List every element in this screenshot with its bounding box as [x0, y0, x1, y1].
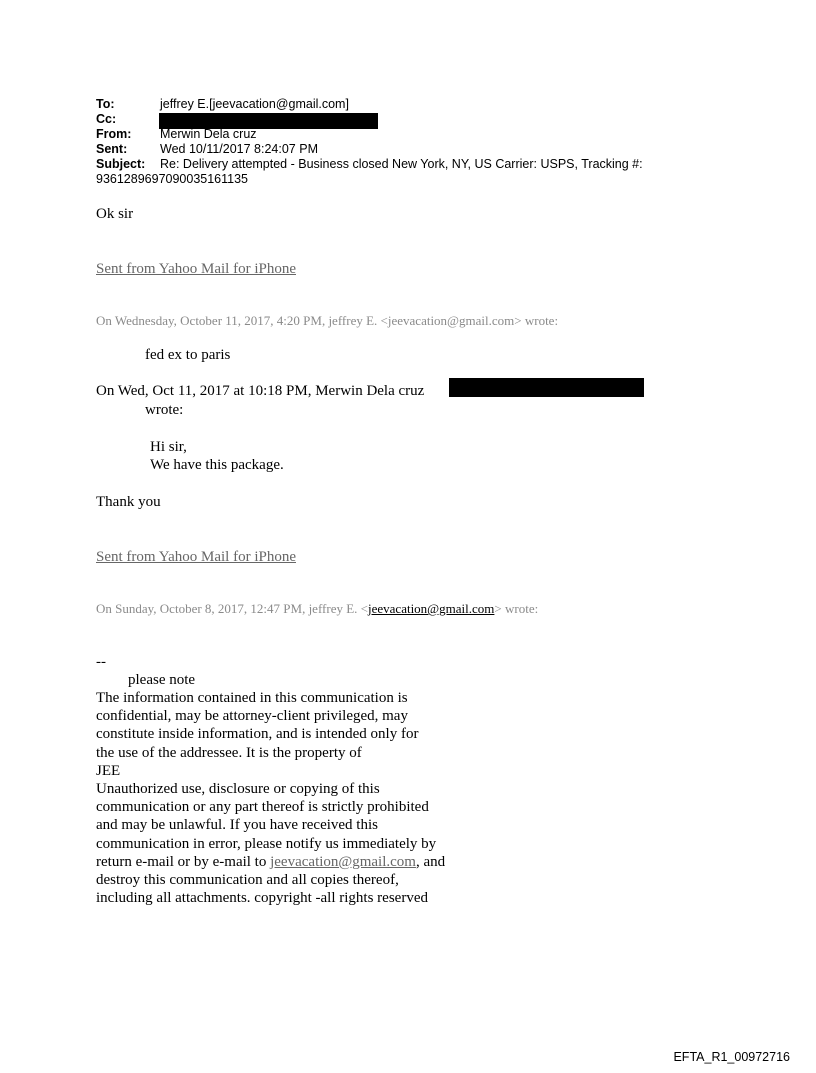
quote-header-2-line2: wrote:: [145, 402, 184, 418]
disclaimer-line: The information contained in this communication is: [96, 690, 408, 706]
disclaimer-email-link[interactable]: jeevacation@gmail.com: [270, 853, 416, 870]
disclaimer-line: constitute inside information, and is intended only for: [96, 726, 419, 743]
subject-label: Subject:: [96, 157, 146, 171]
disclaimer-line: and may be unlawful. If you have received this: [96, 817, 378, 834]
signature-separator: --: [96, 654, 106, 670]
quote-header-2-line1: On Wed, Oct 11, 2017 at 10:18 PM, Merwin Dela cruz: [96, 383, 425, 399]
quote-header-3-suffix: > wrote:: [494, 601, 539, 616]
disclaimer-return-line: [96, 853, 445, 871]
quote-text-1: fed ex to paris: [145, 347, 231, 363]
disclaimer-line: communication or any part thereof is strictly prohibited: [96, 799, 429, 816]
disclaimer-line: destroy this communication and all copies thereof,: [96, 872, 399, 889]
disclaimer-line: communication in error, please notify us immediately by: [96, 835, 437, 852]
disclaimer-line: confidential, may be attorney-client privileged, may: [96, 708, 408, 725]
disclaimer-body: [96, 689, 445, 907]
quote-header-3-email-link[interactable]: jeevacation@gmail.com: [368, 601, 495, 616]
document-id: EFTA_R1_00972716: [673, 1050, 790, 1064]
quote-header-3: [96, 601, 538, 617]
quote-text-2-line1: Hi sir,: [150, 439, 187, 455]
subject-row: [96, 157, 643, 172]
disclaimer-line: the use of the addressee. It is the property of: [96, 744, 362, 761]
reply-text: Ok sir: [96, 206, 134, 222]
subject-value-continued: 9361289697090035161135: [96, 172, 249, 186]
quote-header-1: On Wednesday, October 11, 2017, 4:20 PM, jeffrey E. <jeevacation@gmail.com> wrote:: [96, 313, 559, 328]
disclaimer-line: Unauthorized use, disclosure or copying of this: [96, 781, 380, 798]
to-value: jeffrey E.[jeevacation@gmail.com]: [160, 97, 349, 111]
subject-value: Re: Delivery attempted - Business closed New York, NY, US Carrier: USPS, Tracking #:: [160, 157, 643, 171]
quote-text-2-line2: We have this package.: [150, 457, 284, 473]
from-row: [96, 127, 257, 142]
sent-row: [96, 142, 318, 157]
disclaimer-line: including all attachments. copyright -all rights reserved: [96, 890, 428, 907]
please-note-heading: please note: [128, 672, 196, 688]
return-prefix: return e-mail or by e-mail to: [96, 853, 271, 870]
from-label: From:: [96, 127, 132, 141]
quote-header-3-prefix: On Sunday, October 8, 2017, 12:47 PM, jeffrey E. <: [96, 601, 368, 616]
cc-label: Cc:: [96, 112, 117, 126]
yahoo-signature-link-2[interactable]: Sent from Yahoo Mail for iPhone: [96, 549, 296, 565]
to-label: To:: [96, 97, 115, 111]
yahoo-signature-link[interactable]: Sent from Yahoo Mail for iPhone: [96, 261, 296, 277]
from-value: Merwin Dela cruz: [160, 127, 257, 141]
sent-label: Sent:: [96, 142, 128, 156]
sent-value: Wed 10/11/2017 8:24:07 PM: [160, 142, 318, 156]
thank-you-text: Thank you: [96, 494, 161, 510]
return-suffix: , and: [415, 853, 446, 870]
to-row: [96, 97, 349, 112]
cc-row: [96, 112, 160, 127]
disclaimer-line: JEE: [96, 762, 121, 779]
sender-email-redaction: [449, 378, 644, 397]
